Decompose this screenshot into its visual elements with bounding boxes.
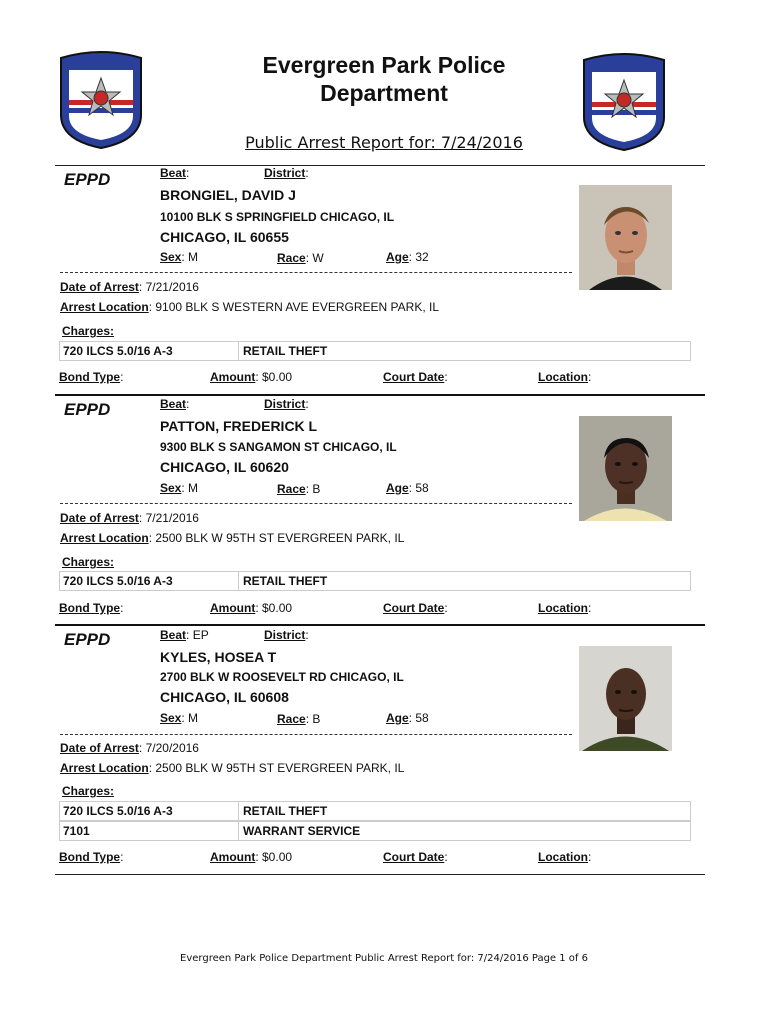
arrestee-city: CHICAGO, IL 60620 (160, 459, 289, 475)
arrestee-address: 9300 BLK S SANGAMON ST CHICAGO, IL (160, 440, 397, 454)
mugshot-photo (579, 185, 672, 290)
charge-row: 720 ILCS 5.0/16 A-3 RETAIL THEFT (59, 801, 691, 821)
age-field: Age: 32 (386, 250, 429, 264)
arrest-location-field: Arrest Location: 9100 BLK S WESTERN AVE EVERGREEN PARK, IL (60, 300, 440, 314)
district-field: District: (264, 166, 309, 180)
arrestee-address: 2700 BLK W ROOSEVELT RD CHICAGO, IL (160, 670, 404, 684)
amount-field: Amount: $0.00 (210, 850, 293, 864)
agency-label: EPPD (64, 630, 111, 649)
record-separator (55, 624, 705, 626)
race-field: Race: B (277, 482, 321, 496)
district-field: District: (264, 628, 309, 642)
bond-type-field: Bond Type: (59, 601, 124, 615)
location-field: Location: (538, 601, 592, 615)
court-date-field: Court Date: (383, 850, 448, 864)
page-title-line2: Department (320, 80, 448, 106)
record-divider-dashed (60, 272, 572, 273)
district-field: District: (264, 397, 309, 411)
agency-label: EPPD (64, 400, 111, 419)
mugshot-photo (579, 416, 672, 521)
age-field: Age: 58 (386, 711, 429, 725)
charge-row: 720 ILCS 5.0/16 A-3 RETAIL THEFT (59, 341, 691, 361)
sex-field: Sex: M (160, 711, 199, 725)
age-field: Age: 58 (386, 481, 429, 495)
location-field: Location: (538, 850, 592, 864)
header-divider (55, 165, 705, 166)
record-divider-dashed (60, 503, 572, 504)
court-date-field: Court Date: (383, 601, 448, 615)
arrest-location-field: Arrest Location: 2500 BLK W 95TH ST EVERGREEN PARK, IL (60, 761, 405, 775)
arrestee-city: CHICAGO, IL 60655 (160, 229, 289, 245)
charges-heading: Charges: (62, 555, 115, 569)
location-field: Location: (538, 370, 592, 384)
arrestee-name: BRONGIEL, DAVID J (160, 187, 296, 203)
record-separator (55, 394, 705, 396)
race-field: Race: B (277, 712, 321, 726)
record-separator (55, 874, 705, 875)
charges-heading: Charges: (62, 324, 115, 338)
beat-field: Beat: (160, 166, 190, 180)
sex-field: Sex: M (160, 250, 199, 264)
arrest-location-field: Arrest Location: 2500 BLK W 95TH ST EVERGREEN PARK, IL (60, 531, 405, 545)
arrestee-city: CHICAGO, IL 60608 (160, 689, 289, 705)
court-date-field: Court Date: (383, 370, 448, 384)
date-of-arrest-field: Date of Arrest: 7/21/2016 (60, 511, 199, 525)
record-divider-dashed (60, 734, 572, 735)
page-title-line1: Evergreen Park Police (262, 52, 506, 78)
mugshot-photo (579, 646, 672, 751)
agency-label: EPPD (64, 170, 111, 189)
charges-heading: Charges: (62, 784, 115, 798)
beat-field: Beat: EP (160, 628, 209, 642)
page-footer: Evergreen Park Police Department Public Arrest Report for: 7/24/2016 Page 1 of 6 (180, 953, 588, 964)
charge-row: 7101 WARRANT SERVICE (59, 821, 691, 841)
bond-type-field: Bond Type: (59, 370, 124, 384)
charge-row: 720 ILCS 5.0/16 A-3 RETAIL THEFT (59, 571, 691, 591)
arrestee-address: 10100 BLK S SPRINGFIELD CHICAGO, IL (160, 210, 395, 224)
arrestee-name: KYLES, HOSEA T (160, 649, 277, 665)
date-of-arrest-field: Date of Arrest: 7/20/2016 (60, 741, 199, 755)
amount-field: Amount: $0.00 (210, 370, 293, 384)
date-of-arrest-field: Date of Arrest: 7/21/2016 (60, 280, 199, 294)
report-subtitle: Public Arrest Report for: 7/24/2016 (245, 133, 523, 152)
bond-type-field: Bond Type: (59, 850, 124, 864)
amount-field: Amount: $0.00 (210, 601, 293, 615)
race-field: Race: W (277, 251, 324, 265)
beat-field: Beat: (160, 397, 190, 411)
sex-field: Sex: M (160, 481, 199, 495)
arrestee-name: PATTON, FREDERICK L (160, 418, 318, 434)
